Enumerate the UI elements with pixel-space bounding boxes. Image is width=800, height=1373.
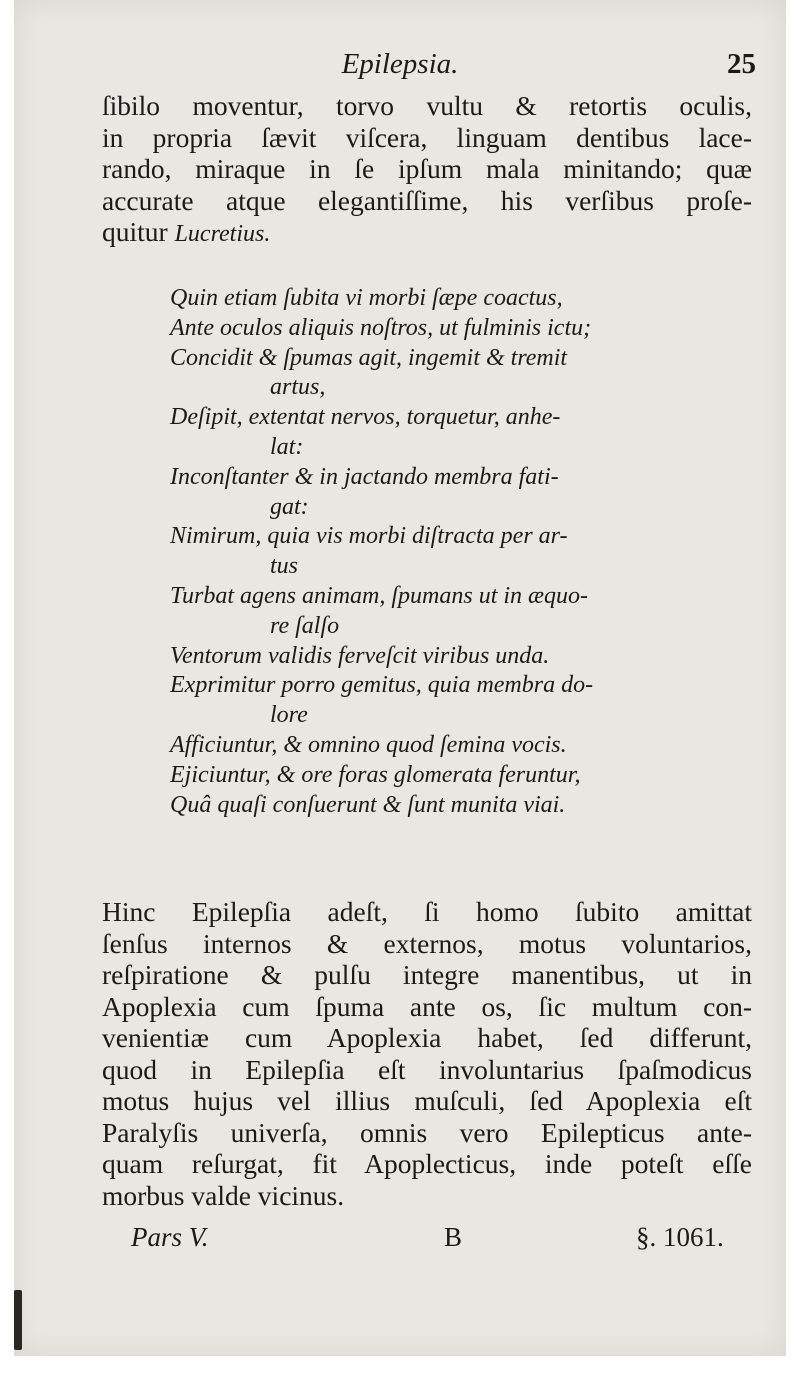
verse-line: Inconſtanter & in jactando membra fati- (170, 463, 559, 490)
verse-line: lore (270, 702, 308, 729)
verse-line: Ventorum validis ferveſcit viribus unda. (170, 642, 550, 669)
verse-line: artus, (270, 374, 326, 401)
text-line: Apoplexia cum ſpuma ante os, ſic multum con- (102, 990, 752, 1022)
paragraph-intro (102, 90, 752, 251)
verse-line: re ſalſo (270, 612, 340, 639)
verse-quotation (170, 284, 730, 820)
text-line: Paralyſis univerſa, omnis vero Epilepticus ante- (102, 1116, 752, 1148)
verse-line: Exprimitur porro gemitus, quia membra do- (170, 672, 594, 699)
binding-edge (14, 1290, 22, 1350)
verse-line: Ejiciuntur, & ore foras glomerata feruntur, (170, 761, 581, 788)
verse-line: Concidit & ſpumas agit, ingemit & tremit (170, 344, 568, 371)
verse-line: Quin etiam ſubita vi morbi ſæpe coactus, (170, 285, 563, 311)
verse-line: tus (270, 553, 299, 580)
text-line: ſenſus internos & externos, motus voluntarios, (102, 927, 752, 959)
verse-line: Ante oculos aliquis noſtros, ut fulminis ictu; (170, 314, 592, 341)
paragraph-main (102, 896, 752, 1211)
text-line: morbus valde vicinus. (102, 1179, 345, 1211)
text-line: Hinc Epilepſia adeſt, ſi homo ſubito amittat (102, 896, 752, 927)
page-number: 25 (727, 48, 756, 80)
text-line: in propria ſævit viſcera, linguam dentibus lace- (102, 121, 752, 153)
text-line: accurate atque elegantiſſime, his verſibus proſe- (102, 184, 752, 216)
text-line: quam reſurgat, fit Apoplecticus, inde poteſt eſſe (102, 1148, 752, 1179)
text-line: ſibilo moventur, torvo vultu & retortis oculis, (102, 90, 752, 121)
verse-line: Quâ quaſi conſuerunt & ſunt munita viai. (170, 791, 566, 818)
verse-line: Afficiuntur, & omnino quod ſemina vocis. (170, 731, 567, 758)
author-name: Lucretius. (174, 221, 271, 247)
verse-line: Nimirum, quia vis morbi diſtracta per ar- (170, 523, 568, 550)
page-header (14, 48, 786, 88)
text-line: motus hujus vel illius muſculi, ſed Apoplexia eſt (102, 1085, 752, 1116)
text-line-prefix: quitur (102, 216, 168, 247)
text-line: rando, miraque in ſe ipſum mala minitando; quæ (102, 153, 752, 184)
catchword: §. 1061. (636, 1222, 724, 1252)
verse-line: lat: (270, 433, 304, 460)
verse-line: Deſipit, extentat nervos, torquetur, anhe- (170, 404, 561, 431)
page-footer (14, 1222, 786, 1258)
gathering-mark: B (444, 1222, 463, 1252)
book-page (14, 0, 786, 1356)
text-line: quod in Epilepſia eſt involuntarius ſpaſmodicus (102, 1053, 752, 1085)
text-line: reſpiratione & pulſu integre manentibus, ut in (102, 959, 752, 990)
verse-line: Turbat agens animam, ſpumans ut in æquo- (170, 582, 589, 609)
signature-mark: Pars V. (131, 1222, 209, 1252)
verse-line: gat: (270, 493, 309, 520)
text-line (102, 216, 752, 251)
running-title: Epilepsia. (341, 48, 459, 80)
text-line: venientiæ cum Apoplexia habet, ſed differunt, (102, 1022, 752, 1053)
